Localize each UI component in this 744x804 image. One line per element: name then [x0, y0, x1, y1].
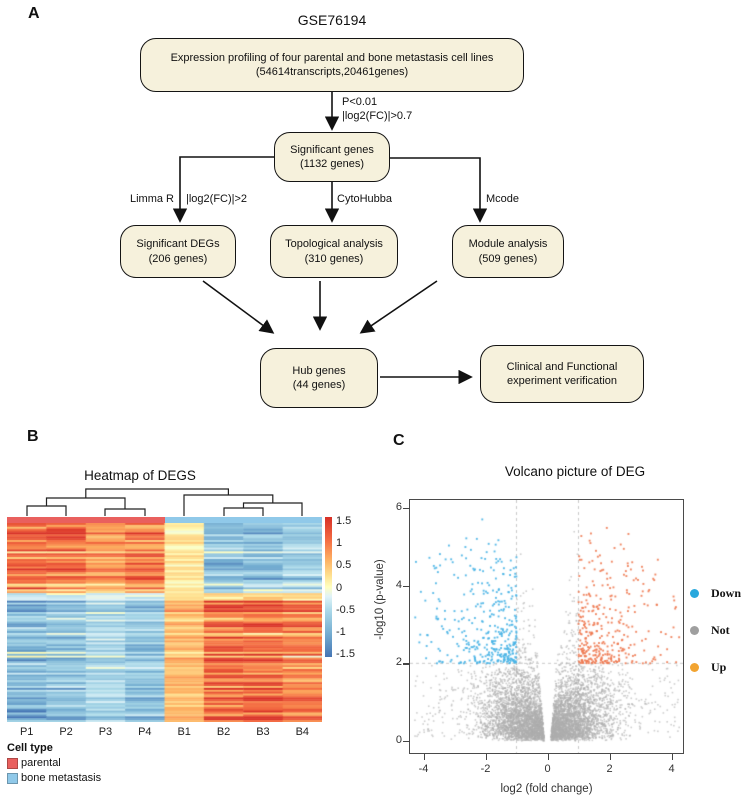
volcano-legend-item-not [690, 623, 730, 638]
node-topological-analysis [270, 225, 398, 278]
node-expression-line2: (54614transcripts,20461genes) [255, 66, 409, 78]
heatmap-column-label-B3: B3 [256, 726, 270, 738]
colorbar-tick--1.5: -1.5 [336, 648, 355, 660]
volcano-ytick-label-2: 2 [395, 656, 402, 669]
colorbar-tick--0.5: -0.5 [336, 603, 355, 616]
heatmap-title: Heatmap of DEGS [84, 468, 196, 483]
heatmap-column-label-B4: B4 [295, 726, 310, 738]
node-significant-line1: Significant genes [290, 143, 374, 156]
node-hub-genes [260, 348, 378, 408]
node-topological-line2: (310 genes) [304, 252, 364, 265]
volcano-legend-dot-up [690, 663, 699, 672]
edge-label-mcode: Mcode [486, 193, 520, 205]
volcano-legend-label-up: Up [711, 660, 727, 674]
colorbar-tick--1: -1 [336, 625, 346, 638]
node-hub-line1: Hub genes [292, 364, 346, 377]
volcano-xtick-label--4: -4 [418, 763, 429, 775]
node-module-line1: Module analysis [468, 238, 548, 251]
node-clinical-line2: experiment verification [506, 375, 618, 387]
celltype-label: bone metastasis [21, 772, 102, 784]
volcano-ytick-label-6: 6 [395, 501, 402, 514]
node-module-analysis [452, 225, 564, 278]
volcano-legend-label-not: Not [711, 623, 730, 637]
celltype-label: parental [21, 757, 61, 769]
volcano-ytick-mark-6 [403, 508, 410, 509]
edge-label-fc2: |log2(FC)|>2 [186, 193, 248, 205]
volcano-ytick-mark-4 [403, 586, 410, 587]
heatmap-column-label-P1: P1 [19, 726, 34, 738]
edge-label-fc07: |log2(FC)|>0.7 [342, 110, 413, 122]
celltype-swatch-bone-metastasis [7, 773, 18, 784]
volcano-ytick-label-4: 4 [395, 578, 402, 591]
colorbar-tick-0: 0 [336, 581, 343, 594]
edge-label-cytohubba: CytoHubba [337, 193, 393, 205]
column-dendrogram [7, 486, 322, 517]
volcano-title: Volcano picture of DEG [504, 464, 646, 479]
node-clinical-line1: Clinical and Functional [506, 360, 618, 373]
celltype-legend-item-parental [7, 757, 61, 769]
panel-c-label: C [393, 432, 405, 449]
node-topological-line1: Topological analysis [285, 238, 383, 251]
volcano-legend-dot-not [690, 626, 699, 635]
heatmap-column-label-B2: B2 [216, 726, 231, 738]
volcano-xtick-mark-2 [610, 754, 611, 760]
node-module-line2: (509 genes) [478, 252, 538, 265]
node-expression-line1: Expression profiling of four parental and bone metastasis cell lines [170, 51, 494, 64]
volcano-xtick-mark-0 [548, 754, 549, 760]
volcano-xtick-label--2: -2 [480, 763, 491, 775]
node-hub-line2: (44 genes) [292, 379, 346, 391]
volcano-xtick-mark--2 [486, 754, 487, 760]
volcano-legend-dot-down [690, 589, 699, 598]
volcano-x-axis-label: log2 (fold change) [500, 783, 593, 795]
colorbar-tick-1: 1 [336, 537, 343, 550]
volcano-legend-item-up [690, 660, 726, 675]
volcano-legend-item-down [690, 586, 741, 601]
heatmap-column-label-P2: P2 [59, 726, 73, 738]
volcano-ytick-label-0: 0 [395, 734, 402, 746]
node-degs-line1: Significant DEGs [136, 238, 220, 251]
volcano-xtick-label-0: 0 [544, 763, 551, 775]
edge-label-pvalue: P<0.01 [342, 96, 378, 108]
volcano-xtick-mark-4 [672, 754, 673, 760]
node-clinical-verification [480, 345, 644, 403]
panel-a-label: A [28, 5, 40, 22]
panel-b-label: B [27, 428, 39, 445]
colorbar-tick-1.5: 1.5 [336, 515, 352, 527]
node-expression-profiling [140, 38, 524, 92]
node-significant-degs [120, 225, 236, 278]
volcano-ytick-mark-2 [403, 663, 410, 664]
heatmap-column-label-P3: P3 [98, 726, 113, 738]
heatmap-canvas [7, 523, 322, 722]
volcano-ytick-mark-0 [403, 741, 410, 742]
heatmap-colorbar [325, 517, 332, 657]
volcano-y-axis-label: -log10 (p-value) [374, 559, 386, 640]
celltype-swatch-parental [7, 758, 18, 769]
heatmap-column-label-P4: P4 [138, 726, 152, 738]
colorbar-tick-0.5: 0.5 [336, 559, 352, 572]
node-significant-genes [274, 132, 390, 182]
volcano-legend-label-down: Down [711, 586, 742, 600]
volcano-xtick-label-2: 2 [606, 763, 613, 775]
volcano-xtick-mark--4 [424, 754, 425, 760]
node-degs-line2: (206 genes) [148, 252, 208, 265]
volcano-canvas [410, 500, 683, 753]
node-significant-line2: (1132 genes) [299, 158, 364, 170]
volcano-xtick-label-4: 4 [668, 763, 675, 775]
celltype-legend-title: Cell type [7, 742, 53, 754]
celltype-legend-item-bone-metastasis [7, 772, 101, 784]
edge-label-limma: Limma R [129, 193, 174, 205]
heatmap-column-label-B1: B1 [177, 726, 191, 738]
flowchart-title: GSE76194 [297, 12, 367, 28]
